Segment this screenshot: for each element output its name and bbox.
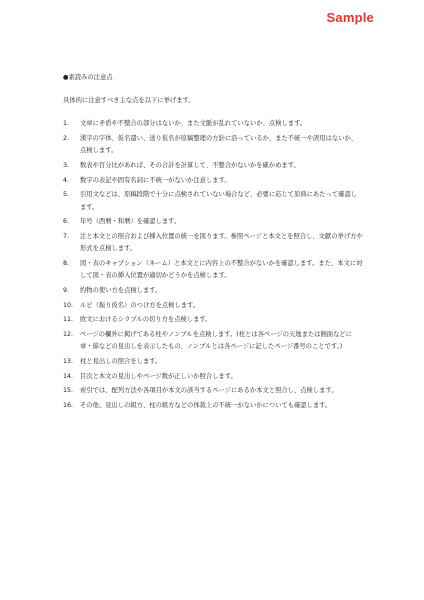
item-text: 数字の表記や固有名詞に不統一がないか注意します。: [80, 176, 231, 184]
item-number: 15.: [63, 387, 74, 395]
item-number: 13.: [63, 357, 74, 365]
list-item: [63, 133, 363, 157]
item-number: 10.: [63, 301, 74, 309]
item-text: 注と本文との照合および挿入位置の統一を図ります。参照ページと本文とを照合し、文献の挙げ方や形式を点検します。: [80, 233, 363, 253]
item-number: 3.: [63, 162, 70, 170]
list-item: [63, 189, 363, 213]
item-number: 5.: [63, 191, 70, 199]
section-heading: ●素読みの注意点: [63, 74, 113, 81]
list-item: [63, 314, 363, 326]
item-text: 数表や百分比があれば、その合計を計算して、不整合がないかを確かめます。: [80, 162, 300, 170]
item-number: 8.: [63, 259, 70, 267]
item-text: 図・表のキャプション（ネーム）と本文とに内容上の不整合がないかを確認します。また、本文に対して図・表の挿入位置が適切かどうかを点検します。: [80, 259, 363, 280]
list-item: [63, 371, 363, 383]
item-text: 年号（西暦・和暦）を確認します。: [80, 218, 181, 226]
item-text: 柱と見出しの照合をします。: [80, 357, 162, 365]
list-item: [63, 385, 363, 397]
list-item: [63, 160, 363, 172]
item-text: ルビ（振り仮名）のつけ方を点検します。: [80, 301, 200, 309]
list-item: [63, 231, 363, 255]
list-item: [63, 285, 363, 297]
item-number: 1.: [63, 120, 70, 128]
item-text: 文章に矛盾や不整合の部分はないか、また文脈が乱れていないか、点検します。: [80, 120, 307, 128]
list-item: [63, 400, 363, 412]
item-number: 12.: [63, 330, 74, 338]
list-item: [63, 216, 363, 228]
item-text: 漢字の字体、仮名遣い、送り仮名が原稿整理の方針に沿っているか、また不統一や誤用はないか、点検します。: [80, 135, 358, 155]
item-number: 16.: [63, 401, 74, 409]
item-number: 6.: [63, 218, 70, 226]
item-number: 4.: [63, 176, 70, 184]
list-item: [63, 329, 363, 353]
list-item: [63, 356, 363, 368]
list-item: [63, 118, 363, 130]
sample-watermark: Sample: [326, 10, 374, 25]
list-item: [63, 258, 363, 282]
item-text: 引用文などは、原稿段階で十分に点検されていない場合など、必要に応じて原典にあたって確認します。: [80, 191, 358, 211]
item-text: その他、見出しの組方、柱の組方などの体裁上の不統一がないかについても確認します。: [80, 401, 332, 409]
item-text: 目次と本文の見出しやページ数が正しいか照合します。: [80, 372, 237, 380]
item-number: 9.: [63, 286, 70, 294]
item-text: 欧文におけるシラブルの切り方を点検します。: [80, 316, 212, 324]
item-number: 2.: [63, 135, 70, 143]
item-number: 7.: [63, 233, 70, 241]
document-body: [63, 72, 363, 415]
item-text: ページの欄外に掲げてある柱やノンブルを点検します。(柱とは各ページの天地または側面などに章・節などの見出しを表示したもの、ノンブルとは各ページに記したページ番号のことです。): [80, 330, 352, 351]
list-item: [63, 175, 363, 187]
checklist: [63, 118, 363, 412]
intro-text: 具体的に注意すべき主な点を以下に挙げます。: [63, 97, 195, 105]
item-text: 約物の使い方を点検します。: [80, 286, 162, 294]
list-item: [63, 300, 363, 312]
item-number: 11.: [63, 316, 74, 324]
item-text: 索引では、配列方法や各項目が本文の該当するページにあるか本文と照合し、点検します。: [80, 387, 338, 395]
item-number: 14.: [63, 372, 74, 380]
